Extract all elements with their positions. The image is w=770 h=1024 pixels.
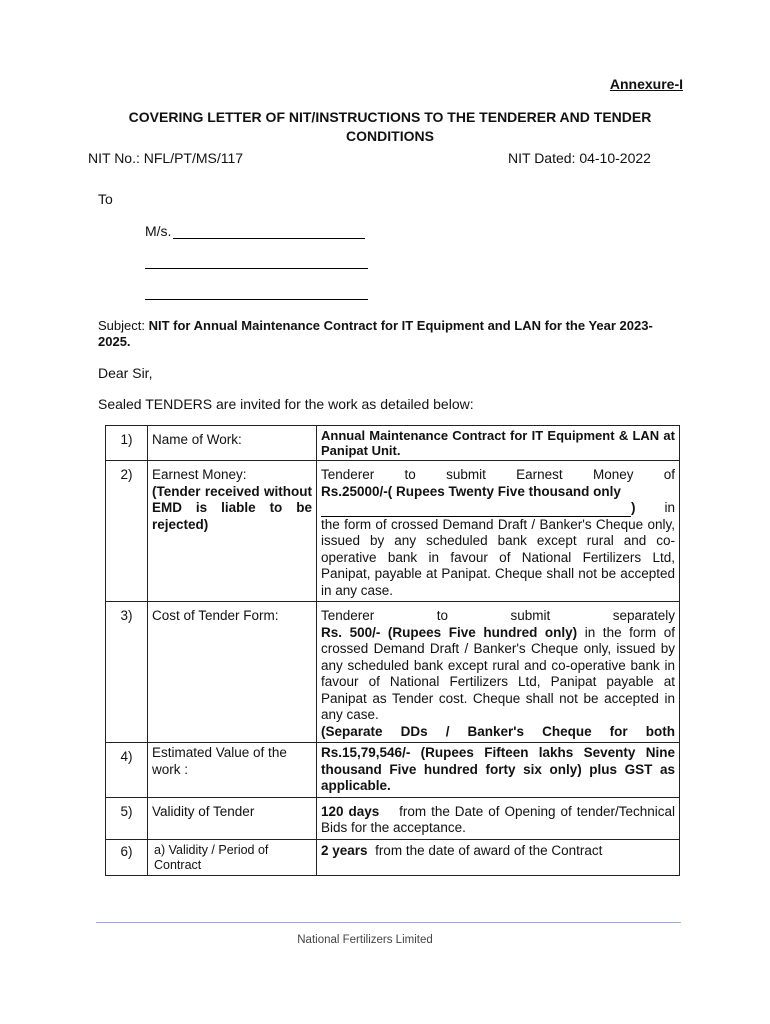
row-label: Name of Work: xyxy=(148,426,317,461)
row-label: Estimated Value of the work : xyxy=(148,743,317,798)
row-label xyxy=(148,461,317,602)
nit-number: NIT No.: NFL/PT/MS/117 xyxy=(88,150,244,166)
annexure-label: Annexure-I xyxy=(609,76,683,92)
row-detail: Rs.15,79,546/- (Rupees Fifteen lakhs Seventy Nine thousand Five hundred forty six only) plus GST as applicable. xyxy=(317,743,680,798)
page-title: COVERING LETTER OF NIT/INSTRUCTIONS TO THE TENDERER AND TENDER CONDITIONS xyxy=(128,109,652,144)
table-row xyxy=(106,426,680,461)
detail-in: in xyxy=(664,500,675,515)
row-detail: Annual Maintenance Contract for IT Equipment & LAN at Panipat Unit. xyxy=(317,426,680,461)
footer-text: National Fertilizers Limited xyxy=(297,934,433,946)
blank-underline xyxy=(321,506,631,517)
row-label: a) Validity / Period of Contract xyxy=(148,839,317,875)
subject-label: Subject: xyxy=(98,318,145,333)
address-to: To xyxy=(98,191,113,207)
detail-years: 2 years xyxy=(321,842,368,858)
row-number: 1) xyxy=(106,426,148,461)
row-label: Validity of Tender xyxy=(148,797,317,839)
detail-amount: Rs.25000/-( Rupees Twenty Five thousand only xyxy=(321,483,621,499)
detail-blank-line xyxy=(321,500,675,517)
detail-close-paren: ) xyxy=(631,500,636,515)
address-blank-line-1 xyxy=(145,268,368,269)
tender-details-table xyxy=(105,425,680,876)
row-detail xyxy=(317,461,680,602)
detail-text: from the date of award of the Contract xyxy=(375,842,603,858)
footer-divider xyxy=(96,922,681,923)
address-ms xyxy=(145,223,365,239)
table-row xyxy=(106,743,680,798)
detail-text: the form of crossed Demand Draft / Banker's Cheque only, issued by any scheduled bank except rural and co-operative bank in favour of National Fertilizers Ltd, Panipat, payable at Panipat. Cheque shall not be accepted in any case. xyxy=(321,516,675,598)
table-row xyxy=(106,461,680,602)
detail-line: Tenderer to submit separately xyxy=(321,608,675,623)
address-blank-line-2 xyxy=(145,299,368,300)
row-label-text: Earnest Money: xyxy=(152,467,247,482)
table-row xyxy=(106,797,680,839)
row-detail xyxy=(317,839,680,875)
subject-line xyxy=(98,318,678,350)
greeting: Dear Sir, xyxy=(98,365,153,381)
detail-days: 120 days xyxy=(321,803,380,819)
detail-text: from the Date of Opening of tender/Technical Bids for the acceptance. xyxy=(321,803,676,835)
row-label-note: (Tender received without EMD is liable to be rejected) xyxy=(152,483,312,532)
row-label: Cost of Tender Form: xyxy=(148,602,317,743)
table-row xyxy=(106,602,680,743)
row-number: 5) xyxy=(106,797,148,839)
detail-blank xyxy=(321,500,636,517)
detail-amount: Rs. 500/- (Rupees Five hundred only) xyxy=(321,624,578,640)
row-number: 4) xyxy=(106,743,148,798)
detail-line: Tenderer to submit Earnest Money of xyxy=(321,467,675,482)
address-ms-label: M/s. xyxy=(145,223,172,239)
row-number: 6) xyxy=(106,839,148,875)
row-number: 3) xyxy=(106,602,148,743)
detail-body xyxy=(321,625,675,724)
table-row xyxy=(106,839,680,875)
row-number: 2) xyxy=(106,461,148,602)
detail-note: (Separate DDs / Banker's Cheque for both xyxy=(321,723,675,739)
address-ms-blank xyxy=(173,226,365,239)
intro-text: Sealed TENDERS are invited for the work as detailed below: xyxy=(98,396,474,412)
row-detail xyxy=(317,602,680,743)
row-detail xyxy=(317,797,680,839)
subject-text: NIT for Annual Maintenance Contract for IT Equipment and LAN for the Year 2023-2025. xyxy=(98,318,653,349)
nit-date: NIT Dated: 04-10-2022 xyxy=(508,150,651,166)
detail-text: in the form of crossed Demand Draft / Banker's Cheque only, issued by any scheduled bank except rural and co-operative bank in favour of National Fertilizers Ltd, Panipat payable at Panipat as Tender cost. Cheque shall not be accepted in any case. xyxy=(321,624,675,722)
